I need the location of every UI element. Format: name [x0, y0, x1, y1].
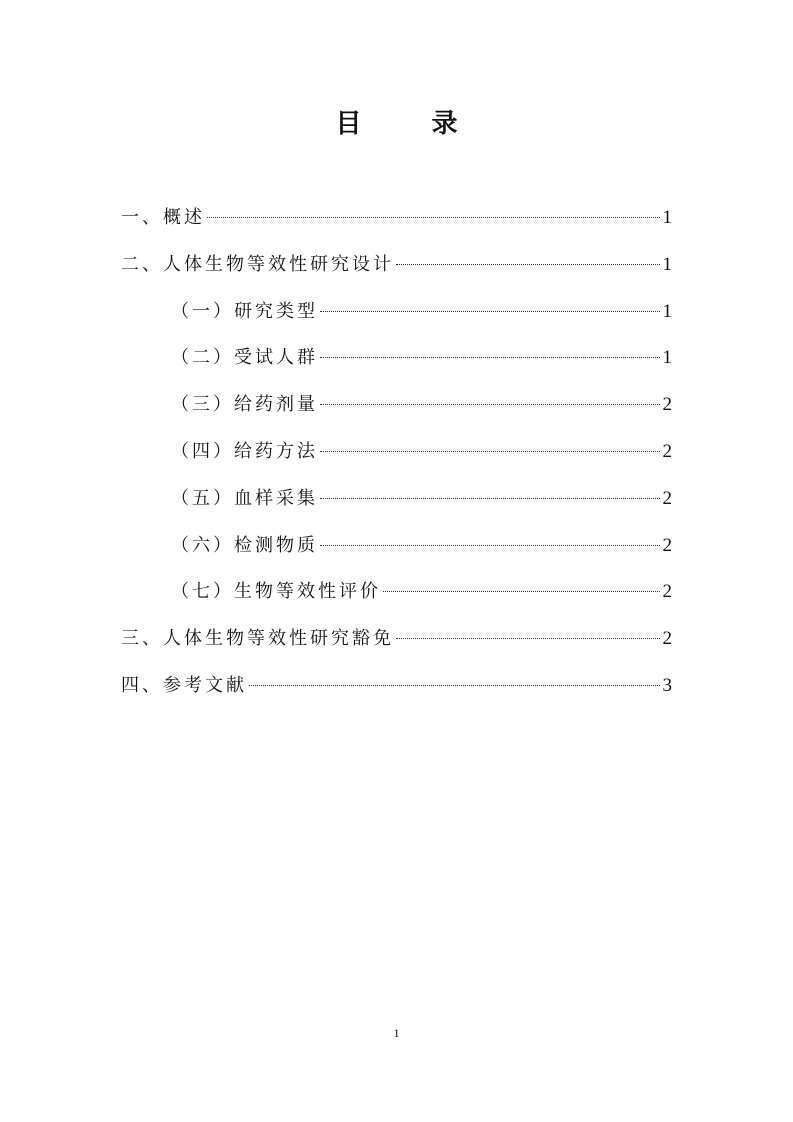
toc-entry[interactable] — [121, 198, 672, 245]
toc-entry-label: （一）研究类型 — [171, 300, 318, 322]
toc-entry-page: 1 — [662, 347, 672, 369]
toc-entry-page: 2 — [662, 581, 672, 603]
toc-entry-label: （七）生物等效性评价 — [171, 581, 381, 603]
toc-entry-page: 1 — [662, 207, 672, 228]
toc-subentry[interactable] — [121, 572, 672, 619]
toc-leader-dots — [320, 356, 660, 358]
toc-entry-label: （五）血样采集 — [171, 487, 318, 509]
toc-entry-page: 2 — [662, 628, 672, 650]
toc-leader-dots — [320, 497, 660, 499]
toc-leader-dots — [207, 216, 660, 218]
toc-entry[interactable] — [121, 666, 672, 713]
toc-entry-label: 二、人体生物等效性研究设计 — [121, 253, 394, 275]
toc-entry-label: （二）受试人群 — [171, 347, 318, 369]
toc-leader-dots — [320, 450, 660, 452]
page-number: 1 — [393, 1026, 400, 1040]
toc-subentry[interactable] — [121, 479, 672, 526]
toc-entry-label: （三）给药剂量 — [171, 394, 318, 416]
toc-entry-label: 三、人体生物等效性研究豁免 — [121, 628, 394, 650]
toc-entry-page: 2 — [662, 440, 672, 462]
toc-subentry[interactable] — [121, 432, 672, 479]
toc-entry-page: 1 — [662, 253, 672, 275]
toc-leader-dots — [320, 403, 660, 405]
toc-entry-page: 3 — [662, 674, 672, 696]
toc-leader-dots — [249, 684, 660, 686]
toc-entry-page: 2 — [662, 394, 672, 416]
table-of-contents — [121, 198, 672, 713]
toc-leader-dots — [320, 544, 660, 546]
toc-leader-dots — [383, 590, 660, 592]
toc-entry-page: 1 — [662, 300, 672, 322]
page-title: 目 录 — [335, 109, 480, 139]
toc-subentry[interactable] — [121, 385, 672, 432]
toc-entry-label: 四、参考文献 — [121, 674, 247, 696]
toc-entry[interactable] — [121, 619, 672, 666]
toc-leader-dots — [396, 263, 660, 265]
toc-subentry[interactable] — [121, 338, 672, 385]
toc-leader-dots — [320, 310, 660, 312]
toc-entry-label: 一、概述 — [121, 207, 205, 228]
toc-entry-page: 2 — [662, 487, 672, 509]
toc-entry-label: （四）给药方法 — [171, 440, 318, 462]
toc-subentry[interactable] — [121, 292, 672, 339]
toc-subentry[interactable] — [121, 526, 672, 573]
toc-leader-dots — [396, 637, 660, 639]
toc-entry[interactable] — [121, 245, 672, 292]
toc-entry-label: （六）检测物质 — [171, 534, 318, 556]
toc-entry-page: 2 — [662, 534, 672, 556]
